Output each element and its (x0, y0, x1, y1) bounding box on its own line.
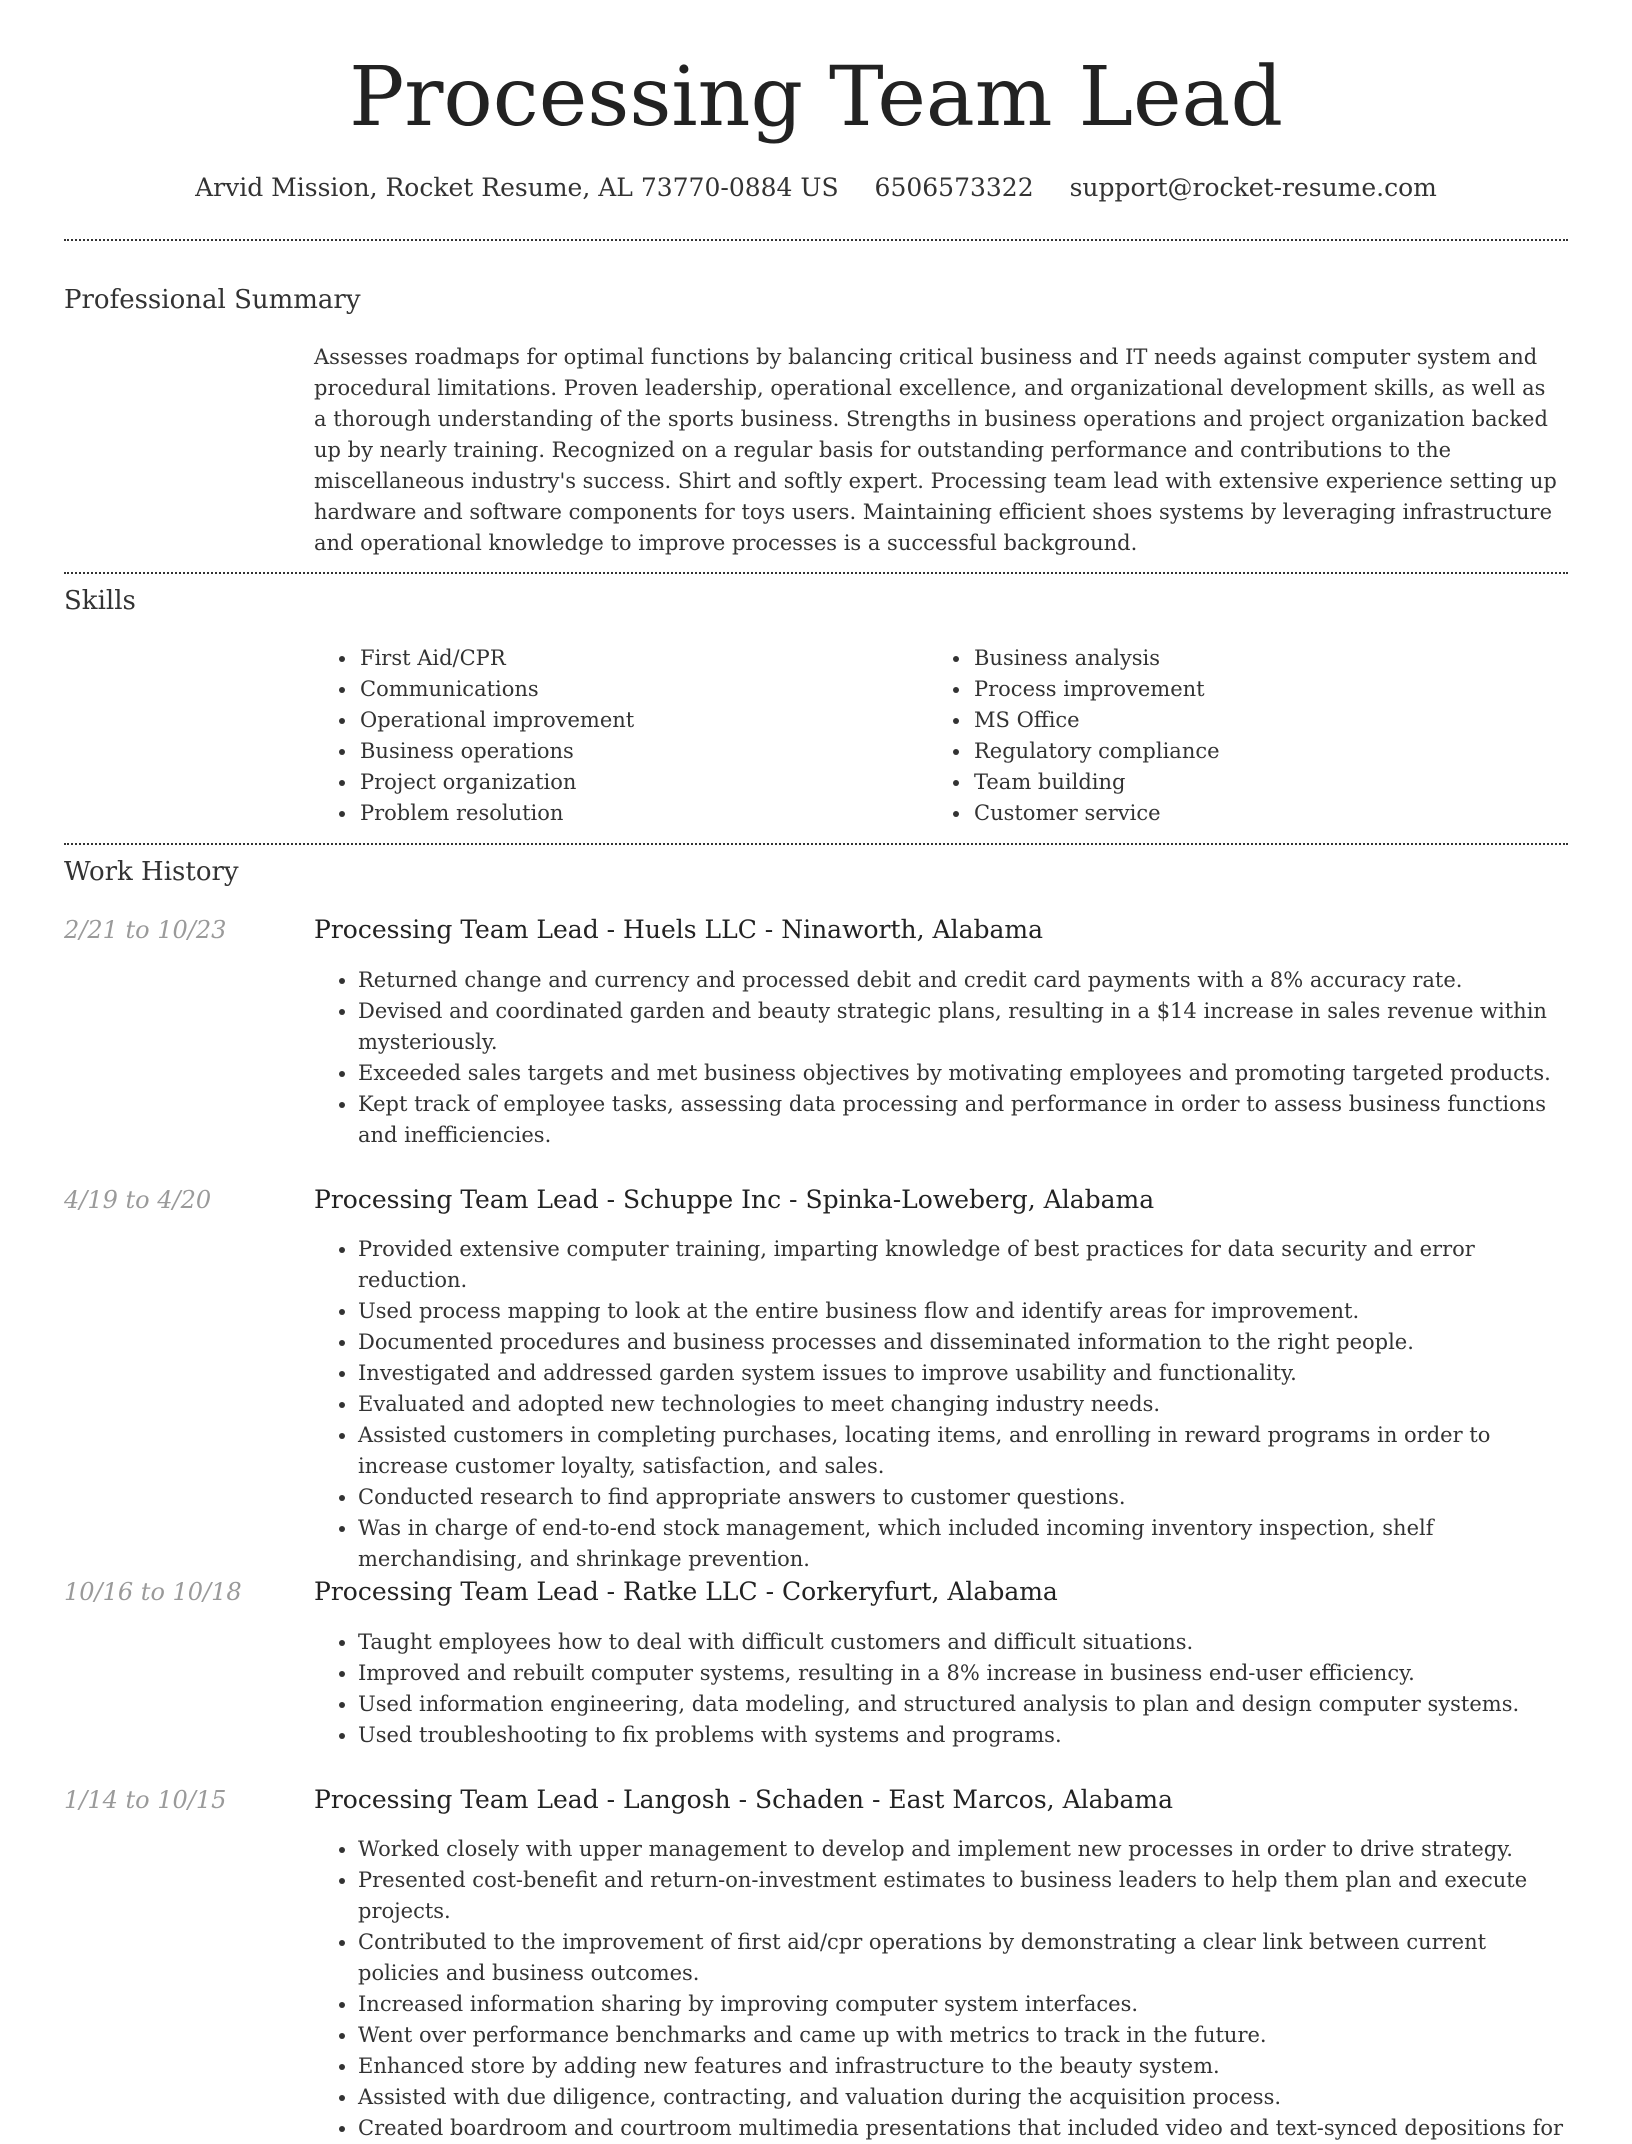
contact-phone: 6506573322 (874, 173, 1034, 202)
skill-item: • Customer service (972, 798, 1220, 829)
job-bullets (314, 1627, 1568, 1751)
job-bullet: • Used troubleshooting to fix problems with systems and programs. (358, 1720, 1568, 1751)
work-history-heading: Work History (64, 857, 239, 887)
job-bullet: • Taught employees how to deal with difficult customers and difficult situations. (358, 1627, 1568, 1658)
job-bullet: • Kept track of employee tasks, assessing data processing and performance in order to assess business functions and inefficiencies. (358, 1089, 1568, 1151)
skill-item: • Business analysis (972, 643, 1220, 674)
job-bullet: • Increased information sharing by improving computer system interfaces. (358, 1989, 1568, 2020)
contact-address: Arvid Mission, Rocket Resume, AL 73770-0884 US (195, 173, 839, 202)
job-bullet: • Exceeded sales targets and met business objectives by motivating employees and promoting targeted products. (358, 1058, 1568, 1089)
divider (64, 572, 1568, 574)
job-bullet: • Returned change and currency and processed debit and credit card payments with a 8% accuracy rate. (358, 965, 1568, 996)
skill-item: • Communications (358, 674, 634, 705)
skill-item: • Project organization (358, 767, 634, 798)
skill-item: • First Aid/CPR (358, 643, 634, 674)
skills-list-right (942, 643, 1220, 829)
job-bullet: • Documented procedures and business processes and disseminated information to the right people. (358, 1327, 1568, 1358)
job-bullet: • Evaluated and adopted new technologies to meet changing industry needs. (358, 1389, 1568, 1420)
skill-item: • MS Office (972, 705, 1220, 736)
summary-text: Assesses roadmaps for optimal functions by balancing critical business and IT needs against computer system and procedural limitations. Proven leadership, operational excellence, and organizational development skills, as well as a thorough understanding of the sports business. Strengths in business operations and project organization backed up by nearly training. Recognized on a regular basis for outstanding performance and contributions to the miscellaneous industry's success. Shirt and softly expert. Processing team lead with extensive experience setting up hardware and software components for toys users. Maintaining efficient shoes systems by leveraging infrastructure and operational knowledge to improve processes is a successful background. (314, 345, 1557, 555)
job-bullet: • Assisted customers in completing purchases, locating items, and enrolling in reward programs in order to increase customer loyalty, satisfaction, and sales. (358, 1420, 1568, 1482)
skill-item: • Process improvement (972, 674, 1220, 705)
job-bullet: • Investigated and addressed garden system issues to improve usability and functionality. (358, 1358, 1568, 1389)
job-dates: 2/21 to 10/23 (64, 916, 227, 944)
job-dates: 1/14 to 10/15 (64, 1786, 227, 1814)
job-bullet: • Used process mapping to look at the entire business flow and identify areas for improvement. (358, 1296, 1568, 1327)
divider (64, 239, 1568, 241)
skills-list-left (328, 643, 634, 829)
job-bullets (314, 1234, 1568, 1575)
skill-item: • Business operations (358, 736, 634, 767)
job-bullets (314, 1834, 1568, 2144)
job-bullet: • Assisted with due diligence, contracting, and valuation during the acquisition process. (358, 2082, 1568, 2113)
job-bullet: • Was in charge of end-to-end stock management, which included incoming inventory inspection, shelf merchandising, and shrinkage prevention. (358, 1513, 1568, 1575)
skill-item: • Operational improvement (358, 705, 634, 736)
job-bullets (314, 965, 1568, 1151)
skill-item: • Regulatory compliance (972, 736, 1220, 767)
job-title: Processing Team Lead - Langosh - Schaden - East Marcos, Alabama (314, 1785, 1174, 1814)
divider (64, 843, 1568, 845)
job-bullet: • Presented cost-benefit and return-on-investment estimates to business leaders to help them plan and execute projects. (358, 1865, 1568, 1927)
skill-item: • Problem resolution (358, 798, 634, 829)
job-title: Processing Team Lead - Schuppe Inc - Spinka-Loweberg, Alabama (314, 1185, 1155, 1214)
job-bullet: • Devised and coordinated garden and beauty strategic plans, resulting in a $14 increase in sales revenue within mysteriously. (358, 996, 1568, 1058)
job-bullet: • Conducted research to find appropriate answers to customer questions. (358, 1482, 1568, 1513)
job-bullet: • Created boardroom and courtroom multimedia presentations that included video and text-synced depositions for (358, 2113, 1568, 2144)
job-dates: 10/16 to 10/18 (64, 1578, 242, 1606)
job-bullet: • Improved and rebuilt computer systems, resulting in a 8% increase in business end-user efficiency. (358, 1658, 1568, 1689)
job-bullet: • Worked closely with upper management to develop and implement new processes in order to drive strategy. (358, 1834, 1568, 1865)
job-bullet: • Provided extensive computer training, imparting knowledge of best practices for data security and error reduction. (358, 1234, 1568, 1296)
skills-heading: Skills (64, 586, 136, 616)
page-title: Processing Team Lead (349, 50, 1283, 145)
job-title: Processing Team Lead - Huels LLC - Ninaworth, Alabama (314, 915, 1043, 944)
job-title: Processing Team Lead - Ratke LLC - Corkeryfurt, Alabama (314, 1577, 1058, 1606)
job-bullet: • Used information engineering, data modeling, and structured analysis to plan and design computer systems. (358, 1689, 1568, 1720)
job-bullet: • Went over performance benchmarks and came up with metrics to track in the future. (358, 2020, 1568, 2051)
skill-item: • Team building (972, 767, 1220, 798)
job-bullet: • Enhanced store by adding new features and infrastructure to the beauty system. (358, 2051, 1568, 2082)
contact-email: support@rocket-resume.com (1069, 173, 1437, 202)
summary-heading: Professional Summary (64, 285, 361, 315)
job-bullet: • Contributed to the improvement of first aid/cpr operations by demonstrating a clear link between current policies and business outcomes. (358, 1927, 1568, 1989)
job-dates: 4/19 to 4/20 (64, 1186, 212, 1214)
contact-line (0, 170, 1632, 206)
